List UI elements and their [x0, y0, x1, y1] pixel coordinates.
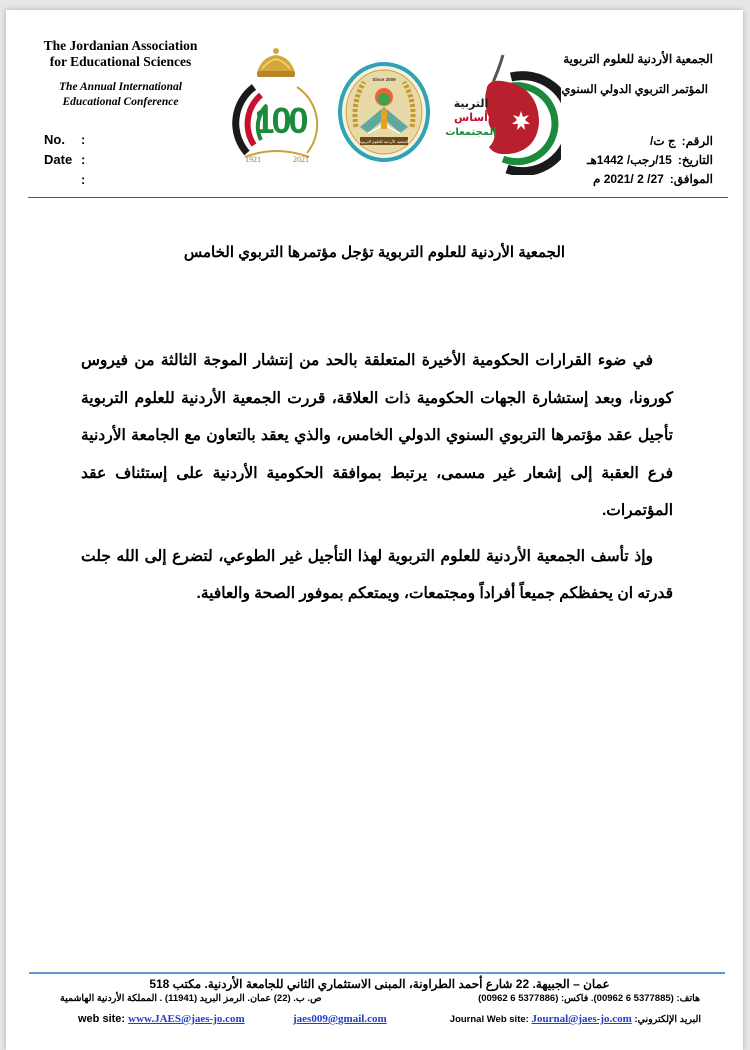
conference-logo-line3: المجتمعات: [445, 127, 497, 138]
website-link[interactable]: www.JAES@jaes-jo.com: [128, 1013, 245, 1025]
footer-divider: [29, 972, 725, 974]
arabic-meta-number-label: الرقم:: [681, 134, 713, 148]
arabic-meta-number-value: ج ت/: [649, 134, 676, 148]
conference-logo-line1: التربية: [453, 97, 489, 110]
meta-number-label: No.: [44, 132, 65, 147]
centenary-number: 100: [254, 100, 306, 141]
fax-number: (00962 6 5377886): [478, 993, 559, 1004]
arabic-meta-hijri-value: 15/رجب/ 1442هـ: [586, 153, 672, 167]
conference-logo-line2: أساس: [454, 111, 488, 124]
association-seal-logo: [334, 57, 434, 167]
meta-colon: :: [81, 132, 86, 147]
english-conf-line1: The Annual International: [59, 81, 182, 93]
seal-banner: الجمعية الأردنية للعلوم التربوية: [358, 139, 410, 144]
meta-colon: :: [81, 152, 86, 167]
arabic-meta: [587, 132, 713, 189]
centenary-year-start: 1921: [245, 155, 261, 164]
phone-number: (00962 6 5377885): [593, 993, 674, 1004]
journal-link[interactable]: Journal@jaes-jo.com: [531, 1013, 632, 1025]
arabic-meta-hijri-date: [587, 151, 713, 170]
arabic-org-name: الجمعية الأردنية للعلوم التربوية: [563, 52, 713, 66]
email-link[interactable]: jaes009@gmail.com: [293, 1013, 387, 1025]
english-org-line1: The Jordanian Association: [43, 38, 198, 53]
document-page: [6, 10, 743, 1050]
seal-since: Since 2009: [372, 77, 396, 82]
meta-date: [44, 150, 104, 170]
arabic-meta-hijri-label: التاريخ:: [677, 153, 713, 167]
torch-icon: [381, 109, 387, 129]
meta-number: [44, 130, 104, 150]
english-org-name: [28, 38, 213, 70]
fax-label: فاكس:: [561, 993, 589, 1004]
footer-phone-fax: هاتف: (00962 6 5377885). فاكس: (00962 6 5377886): [478, 993, 700, 1004]
arabic-conference-name: المؤتمر التربوي الدولي السنوي: [561, 84, 708, 96]
arabic-meta-gregorian-date: [587, 170, 713, 189]
footer-website: [78, 1013, 245, 1025]
footer-email: [293, 1013, 387, 1025]
document-body: [81, 342, 673, 613]
footer-journal: [450, 1013, 701, 1025]
website-label: web site:: [78, 1013, 126, 1025]
english-org-line2: for Educational Sciences: [49, 54, 192, 69]
header-divider: [28, 197, 728, 198]
meta-colon: :: [81, 172, 86, 187]
journal-label: Journal Web site:: [449, 1014, 529, 1025]
email-label: البريد الإلكتروني:: [634, 1014, 701, 1025]
centenary-logo: [221, 45, 331, 170]
english-meta: [44, 130, 104, 190]
arabic-meta-number: [587, 132, 713, 151]
body-paragraph: في ضوء القرارات الحكومية الأخيرة المتعلقة بالحد من إنتشار الموجة الثالثة من فيروس كورونا، وبعد إستشارة الجهات الحكومية ذات العلاقة، قررت الجمعية الأردنية للعلوم التربوية تأجيل عقد مؤتمرها التربوي السنوي الدولي الخامس، والذي يعقد بالتعاون مع الجامعة الأردنية فرع العقبة إلى إشعار غير مسمى، يرتبط بموافقة الحكومية الأردنية على إستئناف عقد المؤتمرات.: [81, 352, 673, 519]
meta-date-label: Date: [44, 152, 73, 167]
english-conf-line2: Educational Conference: [62, 96, 179, 108]
meta-corresponding: [44, 170, 104, 190]
arabic-meta-gregorian-label: الموافق:: [669, 172, 713, 186]
footer-pobox: ص. ب. (22) عمان. الرمز البريد (11941) . المملكة الأردنية الهاشمية: [60, 993, 322, 1004]
footer-address: عمان – الجبيهة. 22 شارع أحمد الطراونة، المبنى الاستثماري الثاني للجامعة الأردنية. مكتب 518: [149, 977, 610, 991]
english-conference-name: [28, 80, 213, 110]
logos-strip: [221, 45, 561, 175]
crown-icon: [257, 48, 295, 77]
centenary-year-end: 2021: [293, 155, 309, 164]
document-title: الجمعية الأردنية للعلوم التربوية تؤجل مؤتمرها التربوي الخامس: [183, 244, 566, 261]
body-paragraph: وإذ تأسف الجمعية الأردنية للعلوم التربوية لهذا التأجيل غير الطوعي، لتضرع إلى الله جلت قدرته ان يحفظكم جميعاً أفراداً ومجتمعات، ويمتعكم بموفور الصحة والعافية.: [81, 547, 673, 602]
phone-label: هاتف:: [676, 993, 700, 1004]
arabic-meta-gregorian-value: 27/ 2 /2021 م: [592, 172, 664, 186]
conference-logo: [431, 47, 561, 175]
